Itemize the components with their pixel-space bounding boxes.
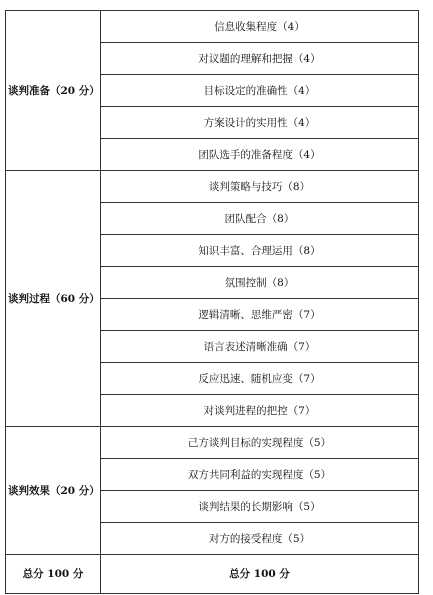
section-label-preparation: 谈判准备（20 分） [6, 11, 101, 171]
criterion-cell: 方案设计的实用性（4） [101, 107, 419, 139]
criterion-cell: 己方谈判目标的实现程度（5） [101, 427, 419, 459]
criterion-cell: 谈判策略与技巧（8） [101, 171, 419, 203]
section-label-process: 谈判过程（60 分） [6, 171, 101, 427]
criterion-cell: 谈判结果的长期影响（5） [101, 491, 419, 523]
table-row [6, 11, 419, 43]
criterion-cell: 语言表述清晰准确（7） [101, 331, 419, 363]
table-row [6, 171, 419, 203]
criterion-cell: 团队选手的准备程度（4） [101, 139, 419, 171]
criterion-cell: 知识丰富、合理运用（8） [101, 235, 419, 267]
criterion-cell: 双方共同利益的实现程度（5） [101, 459, 419, 491]
criterion-cell: 反应迅速、随机应变（7） [101, 363, 419, 395]
table-row [6, 427, 419, 459]
total-row [6, 555, 419, 594]
total-value: 总分 100 分 [101, 555, 419, 594]
criterion-cell: 逻辑清晰、思维严密（7） [101, 299, 419, 331]
criterion-cell: 目标设定的准确性（4） [101, 75, 419, 107]
section-label-effect: 谈判效果（20 分） [6, 427, 101, 555]
criterion-cell: 对方的接受程度（5） [101, 523, 419, 555]
total-label: 总分 100 分 [6, 555, 101, 594]
criterion-cell: 氛围控制（8） [101, 267, 419, 299]
criterion-cell: 对谈判进程的把控（7） [101, 395, 419, 427]
criterion-cell: 团队配合（8） [101, 203, 419, 235]
criterion-cell: 对议题的理解和把握（4） [101, 43, 419, 75]
criterion-cell: 信息收集程度（4） [101, 11, 419, 43]
scoring-table [5, 10, 419, 594]
